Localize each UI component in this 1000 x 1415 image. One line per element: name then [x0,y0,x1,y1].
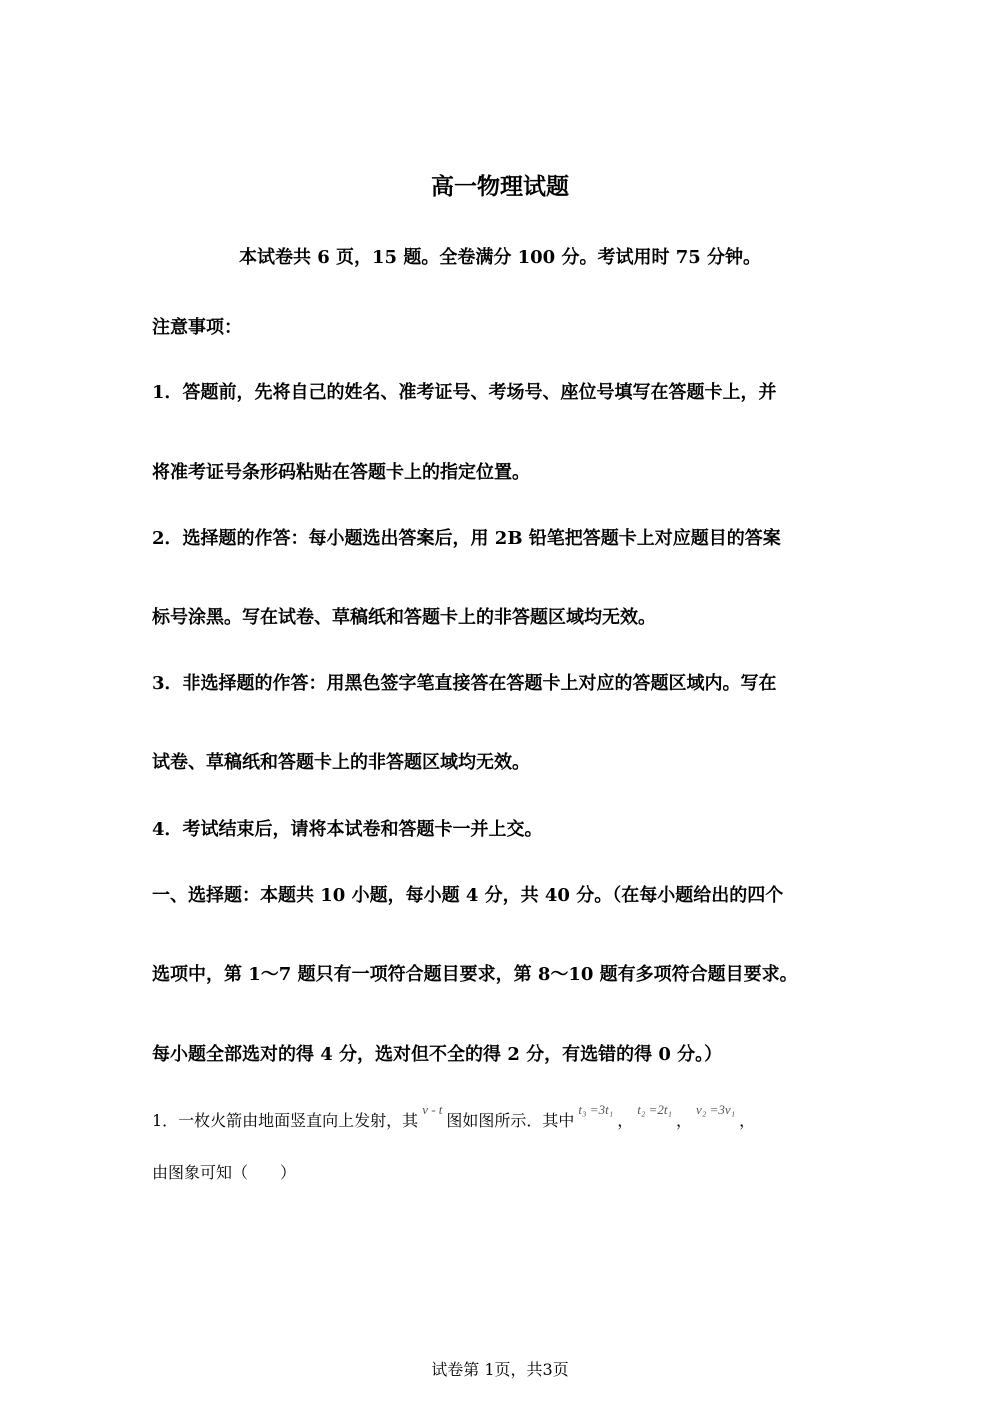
question-1-line-2: 由图象可知（ ） [152,1163,297,1182]
equation-t2: t₂ =2t₁ [637,1102,673,1117]
question-1-stem-cont: 图如图所示．其中 [446,1111,575,1130]
equation-v2: v₂ =3v₁ [696,1102,736,1117]
separator: ， [676,1111,693,1130]
page-title: 高一物理试题 [431,174,569,200]
section-heading-line: 选项中，第 1～7 题只有一项符合题目要求，第 8～10 题有多项符合题目要求。 [152,964,798,985]
notice-line: 3．非选择题的作答：用黑色签字笔直接答在答题卡上对应的答题区域内。写在 [152,673,777,694]
exam-summary: 本试卷共 6 页，15 题。全卷满分 100 分。考试用时 75 分钟。 [238,247,762,268]
separator: ， [617,1111,634,1130]
separator: ， [739,1111,756,1130]
question-1-line-1 [152,1102,852,1131]
section-heading-line: 一、选择题：本题共 10 小题，每小题 4 分，共 40 分。（在每小题给出的四个 [152,885,784,906]
notice-line: 试卷、草稿纸和答题卡上的非答题区域均无效。 [152,752,530,773]
notice-line: 1．答题前，先将自己的姓名、准考证号、考场号、座位号填写在答题卡上，并 [152,382,777,403]
vt-formula: v - t [422,1102,443,1117]
notice-line: 将准考证号条形码粘贴在答题卡上的指定位置。 [152,462,530,483]
equation-t3: t₃ =3t₁ [578,1102,614,1117]
notice-line: 2．选择题的作答：每小题选出答案后，用 2B 铅笔把答题卡上对应题目的答案 [152,528,781,549]
notice-line: 4．考试结束后，请将本试卷和答题卡一并上交。 [152,819,543,840]
question-1-stem: 1．一枚火箭由地面竖直向上发射，其 [152,1111,419,1130]
section-heading-line: 每小题全部选对的得 4 分，选对但不全的得 2 分，有选错的得 0 分。） [152,1044,723,1065]
notice-heading: 注意事项： [152,317,242,338]
page-footer: 试卷第 1页，共3页 [431,1360,569,1379]
notice-line: 标号涂黑。写在试卷、草稿纸和答题卡上的非答题区域均无效。 [152,607,656,628]
